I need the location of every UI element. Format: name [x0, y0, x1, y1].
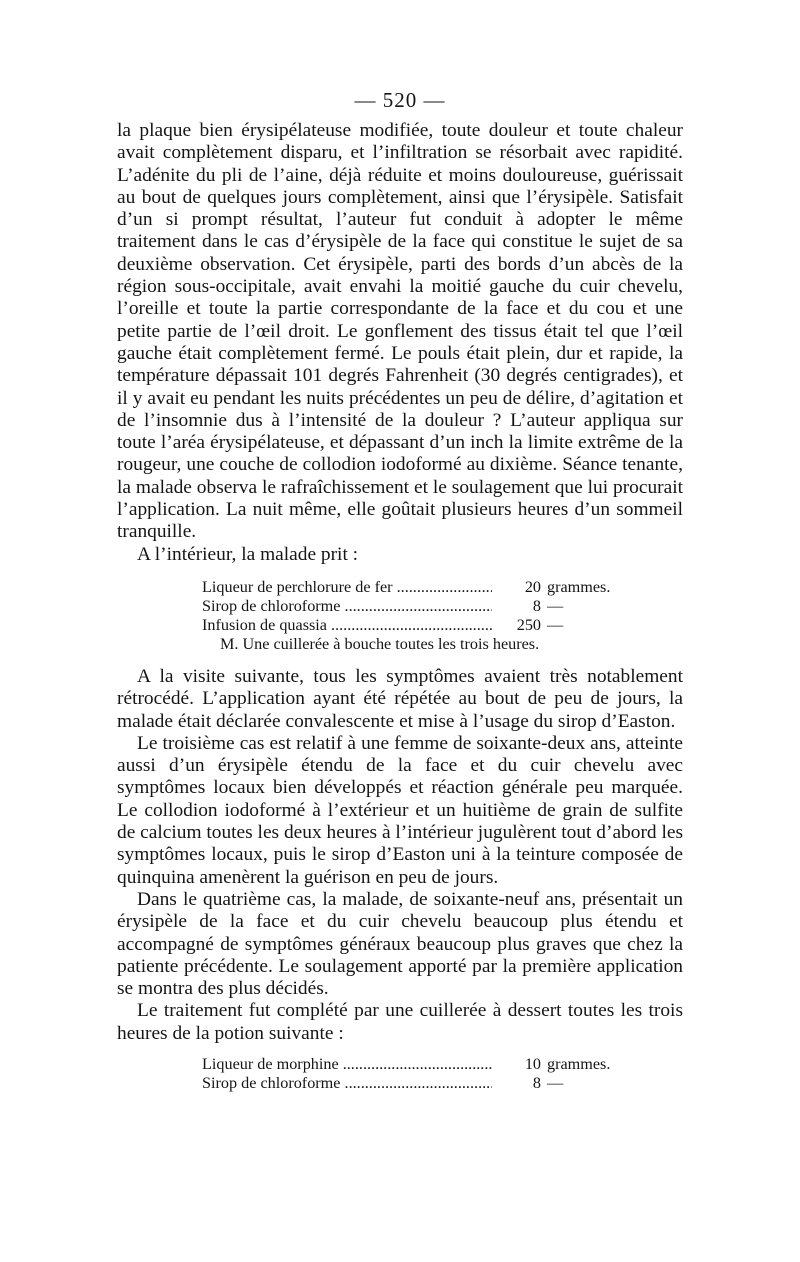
paragraph-continuation: la plaque bien érysipélateuse modifiée, toute douleur et toute chaleur avait complètement disparu, et l’infiltration se résorbait avec rapidité. L’adénite du pli de l’aine, déjà réduite et moins douloureuse, guérissait au bout de quelques jours complètement, ainsi que l’érysipèle. Satisfait d’un si prompt résultat, l’auteur fut conduit à adopter le même traitement dans le cas d’érysipèle de la face qui constitue le sujet de sa deuxième observation. Cet érysipèle, parti des bords d’un abcès de la région sous-occipitale, avait envahi la moitié gauche du cuir chevelu, l’oreille et toute la partie correspondante de la face et du cou et une petite partie de l’œil droit. Le gonflement des tissus était tel que l’œil gauche était complètement fermé. Le pouls était plein, dur et rapide, la température dépassait 101 degrés Fahrenheit (30 degrés centigrades), et il y avait eu pendant les nuits précédentes un peu de délire, d’agitation et de l’insomnie dus à l’intensité de la douleur ? L’auteur appliqua sur toute l’aréa érysipélateuse, et dépassant d’un inch la limite extrême de la rougeur, une couche de collodion iodoformé au dixième. Séance tenante, la malade observa le rafraîchissement et le soulagement que lui procurait l’application. La nuit même, elle goûtait plusieurs heures d’un sommeil tranquille.: [117, 120, 683, 543]
ingredient-name: Liqueur de perchlorure de fer .....: [202, 578, 492, 597]
ingredient-unit: grammes.: [547, 577, 611, 596]
ingredient-amount: 8: [532, 596, 541, 615]
prescription-row: [117, 578, 683, 597]
paragraph-third-case: Le troisième cas est relatif à une femme de soixante-deux ans, atteinte aussi d’un érysipèle étendu de la face et du cuir chevelu avec symptômes locaux bien développés et réaction générale peu marquée. Le collodion iodoformé à l’extérieur et un huitième de grain de sulfite de calcium toutes les deux heures à l’intérieur jugulèrent tout d’abord les symptômes locaux, puis le sirop d’Easton uni à la teinture composée de quinquina amenèrent la guérison en peu de jours.: [117, 732, 683, 888]
ingredient-amount: 10: [524, 1054, 541, 1073]
ingredient-amount: 20: [524, 577, 541, 596]
ingredient-name: Sirop de chloroforme .....: [202, 597, 492, 616]
paragraph-fourth-case: Dans le quatrième cas, la malade, de soixante-neuf ans, présentait un érysipèle de la face et du cuir chevelu beaucoup plus étendu et accompagné de symptômes généraux beaucoup plus graves que chez la patiente précédente. Le soulagement apporté par la première application se montra des plus décidés.: [117, 888, 683, 1000]
ingredient-unit: —: [547, 615, 564, 634]
prescription-1: [117, 578, 683, 654]
ingredient-unit: grammes.: [547, 1054, 611, 1073]
ingredient-amount: 8: [532, 1073, 541, 1092]
paragraph-internal-treatment: A l’intérieur, la malade prit :: [137, 543, 359, 565]
prescription-row: [117, 597, 683, 616]
prescription-row: [117, 1074, 683, 1093]
paragraph-next-visit: A la visite suivante, tous les symptômes avaient très notablement rétrocédé. L’application ayant été répétée au bout de peu de jours, la malade était déclarée convalescente et mise à l’usage du sirop d’Easton.: [117, 665, 683, 732]
paragraph-potion: Le traitement fut complété par une cuillerée à dessert toutes les trois heures de la potion suivante :: [117, 1000, 683, 1044]
prescription-2: [117, 1055, 683, 1093]
prescription-row: [117, 1055, 683, 1074]
page-number-header: — 520 —: [354, 88, 446, 112]
ingredient-unit: —: [547, 596, 564, 615]
prescription-dosage-note: M. Une cuillerée à bouche toutes les trois heures.: [220, 634, 540, 653]
ingredient-name: Sirop de chloroforme .....: [202, 1074, 492, 1093]
ingredient-amount: 250: [516, 615, 541, 634]
ingredient-unit: —: [547, 1073, 564, 1092]
prescription-row: [117, 616, 683, 635]
ingredient-name: Liqueur de morphine .....: [202, 1055, 492, 1074]
ingredient-name: Infusion de quassia .....: [202, 616, 492, 635]
body-text: [117, 120, 683, 1093]
